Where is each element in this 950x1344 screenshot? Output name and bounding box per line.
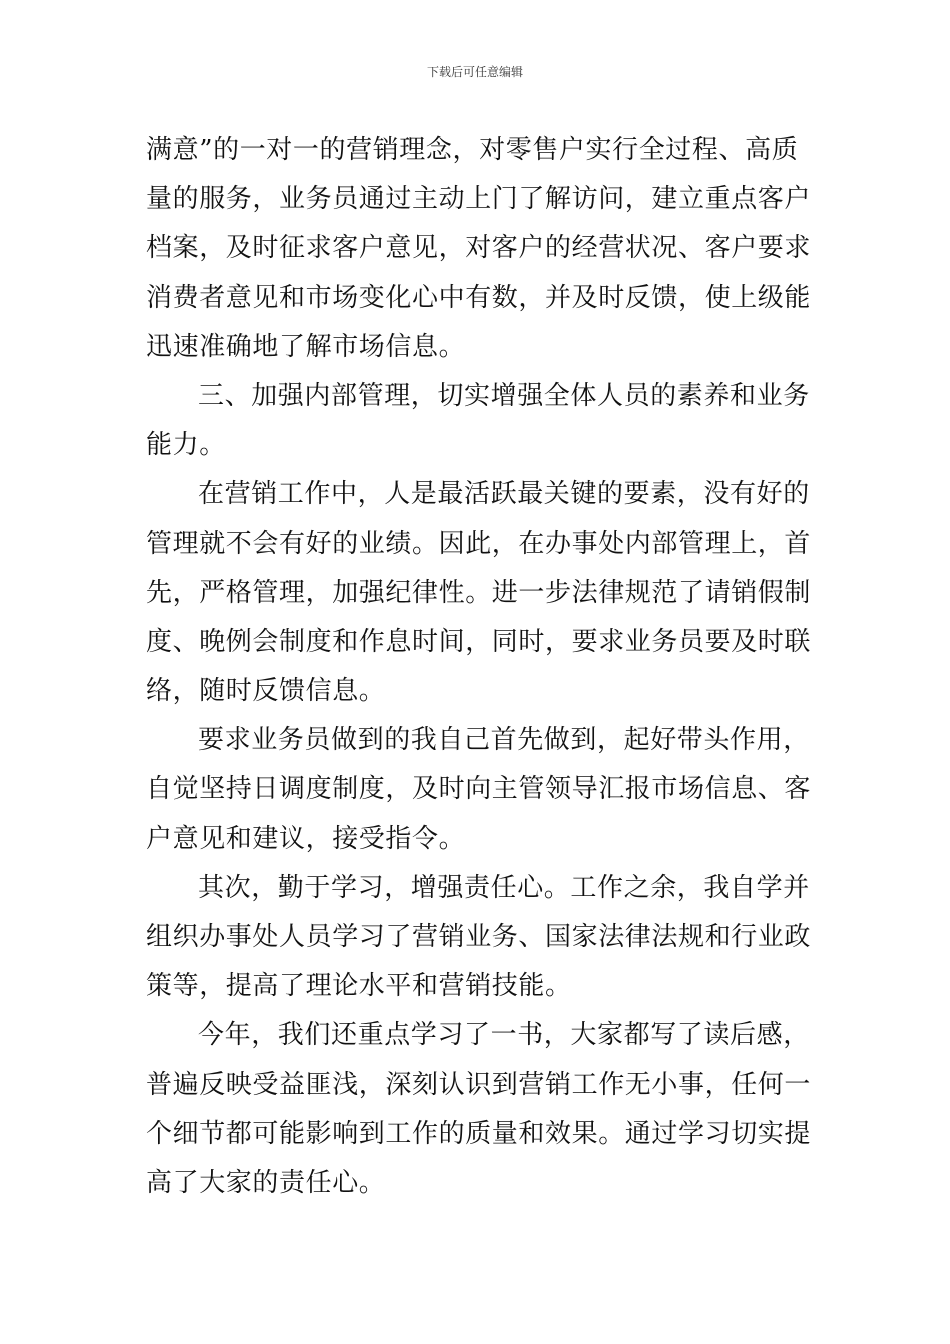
text-line: 个细节都可能影响到工作的质量和效果。通过学习切实提 (146, 1118, 812, 1149)
text-line: 满意”的一对一的营销理念，对零售户实行全过程、高质 (146, 135, 799, 165)
text-line: 户意见和建议，接受指令。 (146, 823, 466, 854)
text-line: 在营销工作中，人是最活跃最关键的要素，没有好的 (198, 479, 810, 510)
text-line: 度、晚例会制度和作息时间，同时，要求业务员要及时联 (146, 626, 812, 657)
text-line: 先，严格管理，加强纪律性。进一步法律规范了请销假制 (146, 577, 812, 608)
text-line: 其次，勤于学习，增强责任心。工作之余，我自学并 (198, 872, 810, 903)
text-line: 策等，提高了理论水平和营销技能。 (146, 971, 572, 1002)
text-line: 高了大家的责任心。 (146, 1167, 386, 1198)
text-line: 三、加强内部管理，切实增强全体人员的素养和业务 (198, 380, 810, 411)
text-line: 能力。 (146, 430, 226, 461)
text-line: 普遍反映受益匪浅，深刻认识到营销工作无小事，任何一 (146, 1069, 812, 1100)
text-line: 络，随时反馈信息。 (146, 676, 386, 707)
text-line: 量的服务，业务员通过主动上门了解访问，建立重点客户 (146, 184, 812, 215)
text-line: 自觉坚持日调度制度，及时向主管领导汇报市场信息、客 (146, 774, 812, 805)
document-body (146, 126, 812, 1208)
text-line: 迅速准确地了解市场信息。 (146, 331, 466, 362)
text-line: 管理就不会有好的业绩。因此，在办事处内部管理上，首 (146, 528, 812, 559)
text-line: 组织办事处人员学习了营销业务、国家法律法规和行业政 (146, 922, 812, 952)
text-line: 消费者意见和市场变化心中有数，并及时反馈，使上级能 (146, 282, 812, 313)
text-line: 要求业务员做到的我自己首先做到，起好带头作用， (198, 725, 810, 756)
text-line: 今年，我们还重点学习了一书，大家都写了读后感， (198, 1020, 810, 1051)
text-line: 档案，及时征求客户意见，对客户的经营状况、客户要求 (146, 233, 812, 264)
page-header: 下载后可任意编辑 (426, 65, 523, 79)
